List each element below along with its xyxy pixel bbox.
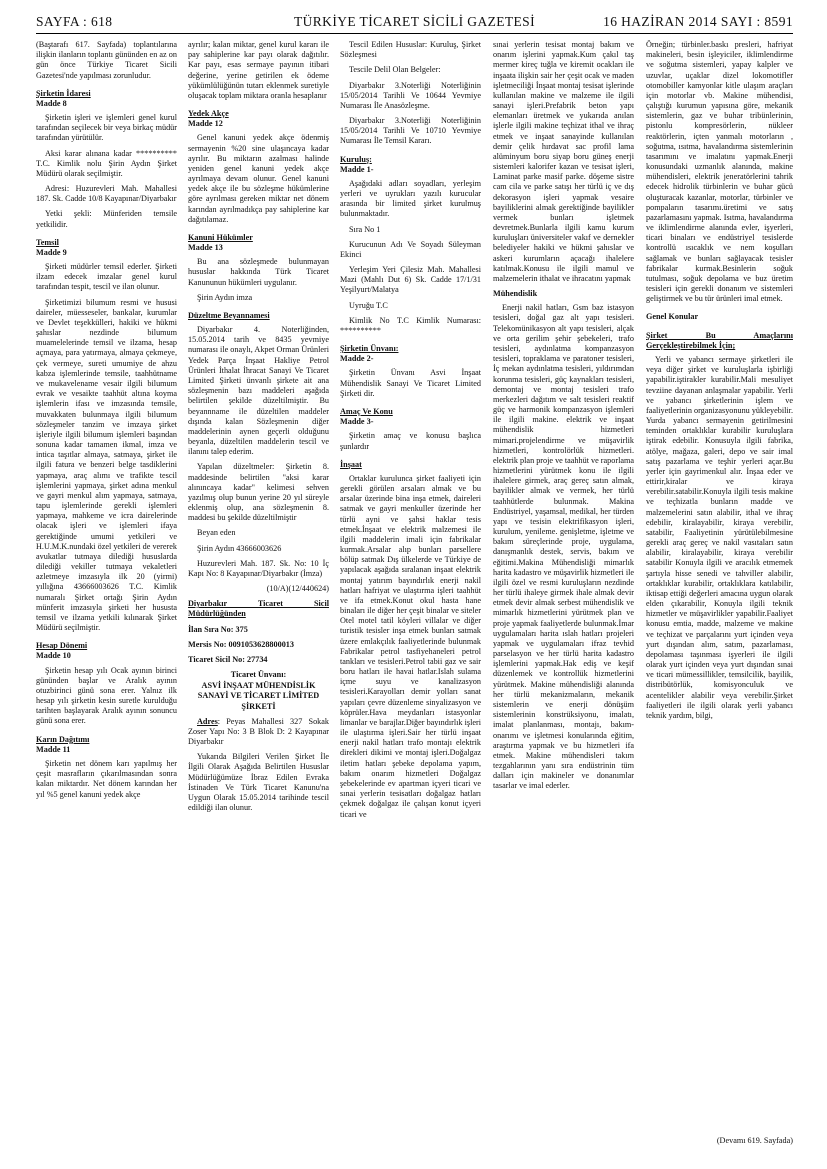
paragraph: Şirketin işleri ve işlemleri genel kurul tarafından seçilecek bir veya birkaç müdür tarafından yürütülür. [36, 113, 177, 143]
page-number: SAYFA : 618 [36, 14, 113, 29]
column-2 [188, 40, 329, 1145]
paragraph: Kimlik No T.C Kimlik Numarası: ********** [340, 315, 481, 335]
section-heading: Şirketin Ünvanı: Madde 2- [340, 344, 399, 364]
section-heading: Şirketin İdaresi Madde 8 [36, 88, 91, 108]
column-4 [493, 40, 634, 1145]
paragraph: Aksi karar alınana kadar ********** T.C. Kimlik nolu Şirin Aydın Şirket Müdürü olarak seçilmiştir. [36, 148, 177, 178]
paragraph: Genel kanuni yedek akçe ödenmiş sermayenin %20 sine ulaşıncaya kadar ayrılır. Bu miktarın azalması halinde yeniden genel kanuni yedek akçe ayrılmaya devam olunur. Genel kanuni yedek akçe ile bu sözleşme hükümlerine göre ayrılması gereken miktar net dönem karından ayrılmadıkça pay sahiplerine kar dağıtılamaz. [188, 133, 329, 224]
section-heading: Kanuni Hükümler Madde 13 [188, 232, 253, 253]
paragraph: ayrılır; kalan miktar, genel kurul kararı ile pay sahiplerine kar payı olarak dağıtılır. Kar payı, esas sermaye payının itibari değerine, yerine getirilen ek ödeme yükümlülüğünün tutarı eklenmek suretiyle oluşacak toplam miktara oranla hesaplanır [188, 40, 329, 100]
column-3 [340, 40, 481, 1145]
issue-date: 16 HAZİRAN 2014 SAYI : 8591 [603, 14, 793, 29]
section-heading: Yedek Akçe Madde 12 [188, 109, 229, 129]
paragraph: Sıra No 1 [349, 224, 381, 234]
paragraph: Kurucunun Adı Ve Soyadı Süleyman Ekinci [340, 239, 481, 259]
paragraph: Yapılan düzeltmeler: Şirketin 8. maddesinde belirtilen "aksi karar alınıncaya kadar" kelimesi sehven yazılmış olup bunun yerine 20 yıl süreyle eklenmiş olup, ana sözleşmenin 8. maddesi bu şekilde düzeltilmiştir [188, 462, 329, 523]
column-1 [36, 40, 177, 1145]
paragraph: Şirketi müdürler temsil ederler. Şirketi ilzam edecek imzalar genel kurul tarafından tespit, tescil ve ilan olunur. [36, 262, 177, 292]
section-heading: Temsil Madde 9 [36, 237, 67, 257]
paragraph: (Baştarafı 617. Sayfada) toplantılarına ilişkin ilanların toplantı gününden en az on gün önce Türkiye Ticaret Sicili Gazetesi'nde yapılması zorunludur. [36, 40, 177, 80]
registry-heading: Diyarbakır Ticaret Sicil Müdürlüğünden [188, 599, 329, 619]
paragraph: Beyan eden [197, 528, 236, 538]
paragraph: Tescil Edilen Hususlar: Kuruluş, Şirket Sözleşmesi [340, 40, 481, 60]
registry-line: Ticaret Sicil No: 27734 [188, 654, 268, 664]
paragraph: Uyruğu T.C [349, 300, 388, 310]
paragraph: Yerleşim Yeri Çilesiz Mah. Mahallesi Mazi (Mahlı Dut 6) Sk. Cadde 17/1/31 Yeşilyurt/Malatya [340, 265, 481, 295]
section-heading: Amaç Ve Konu Madde 3- [340, 406, 393, 427]
paragraph: Şirketin hesap yılı Ocak ayının birinci gününden başlar ve Aralık ayının otuzbirinci günü sona erer. Yalnız ilk hesap yılı şirketin kesin suretle kurulduğu tarihten başlayarak Aralık ayının sonuncu günü sona erer. [36, 665, 177, 726]
paragraph: Adresi: Huzurevleri Mah. Mahallesi 187. Sk. Cadde 10/8 Kayapınar/Diyarbakır [36, 184, 177, 204]
paragraph: Şirketin amaç ve konusu başlıca şunlardır [340, 431, 481, 451]
paragraph: Bu ana sözleşmede bulunmayan hususlar hakkında Türk Ticaret Kanununun hükümleri uygulanır. [188, 257, 329, 287]
section-heading: Hesap Dönemi Madde 10 [36, 641, 88, 661]
paragraph: Ortaklar kurulunca şirket faaliyeti için gerekli görülen arsaları almak ve bu arsalar üzerinde bina inşa etmek, daireleri satmak ve gayri menkuller üzerinde her türlü ayni ve şahsi haklar tesis etmek.İnşaat ve elektrik malzemesi ile ilgili maddelerin imali için fabrikalar kurmak.Arsalar alıp bunları parsellere bölüp satmak Dış ülkelerde ve Türkiye de yapılacak aşağıda sıralanan inşaat elektrik montaj yatırım bayındırlık enerji nakil hatları hafriyat ve ulaştırma işleri taahhüt ve ifa etmek.Konut okul hasta hane binaları ile diğer her çeşit binalar ve siteler Otel motel tatil köyleri villalar ve diğer turistik tesisler inşa etmek bunları satmak üzere emlakçılık faaliyetlerinde bulunmak Fabrikalar petrol tasfiyehaneleri petrol tankları ve tesisleri.Petrol tabii gaz ve sair boru hatları ile havai hatlar.Islah sulama içme suyu ve kanalizasyon tesisleri.Karayolları demir yolları sanat yapıları çevre düzenleme sinyalizasyon ve köprüler.Hava meydanları istasyonlar limanlar ve barajlar.Diğer bayındırlık işleri ile ulaştırma işleri.Sair her türlü inşaat enerji nakil hatları trafo montajı elektrik direkleri dikimi ve montaj işleri.Doğalgaz iletim hatları şebeke depolama yapım, bakım onarım hizmetleri Doğalgaz şebekelerinde ev apartman içyeri ticari ve sınai yerlerin tesisatları doğalgaz hatları çekmek doğalgaz ile çalışan konut içyeri ticari ve [340, 473, 481, 819]
trade-name-label: Ticaret Ünvanı: [230, 670, 287, 680]
continuation-note: (Devamı 619. Sayfada) [716, 1136, 793, 1145]
paragraph: Şirin Aydın 43666003626 [197, 543, 282, 553]
paragraph: Diyarbakır 3.Noterliği Noterliğinin 15/05/2014 Tarihli Ve 10644 Yevmiye Numarası İle Anasözleşme. [340, 80, 481, 110]
paragraph: sınai yerlerin tesisat montaj bakım ve onarım işlerini yapmak.Kum çakıl taş mermer kireç tuğla ve kiremit ocakları ile inşaata ilişkin sair her çeşit ocak ve maden işletmeciliği İnşaat montaj tesisat işlerinde kullanılan makine ve malzeme ile ilgili sanayi işleri.Prefabrik beton yapı elemanları üretmek ve yukarıda anılan işlerle ilgili makine teçhizat ithal ve ihraç etmek ve inşaat sanayinde kullanılan demir çelik hırdavat sac profil lama alüminyum boru siyap boru güneş enerji sistemleri kalorifer kazan ve tesisat işleri, Laminat parke masif parke. döşeme sistre cam cila ve parke satışı her türlü iç ve dış dekorasyon işleri yapmak vesaire bayiliklerini almak gerektiğinde bayilikler vermek bunları işletmek devretmek.Bunlarla ilgili kamu kurum kuruluşları üniversiteler vakıf ve dernekler belediyeler hakiki ve hükmi şahıslar ve askeri kurumların açacağı ihalelere katılmak.Konusu ile ilgili mamul ve malzemelerin ithalat ve ihracatını yapmak [493, 40, 634, 283]
section-heading: Genel Konular [646, 312, 699, 322]
section-heading: Kuruluş: Madde 1- [340, 154, 374, 174]
trade-name: ASVİ İNŞAAT MÜHENDİSLİK SANAYİ VE TİCARET LİMİTED ŞİRKETİ [197, 681, 320, 711]
section-heading: İnşaat [340, 459, 362, 469]
header-rule [36, 33, 793, 34]
section-heading: Şirket Bu Amaçlarını Gerçekleştirebilmek İçin; [646, 330, 793, 350]
paragraph: Şirketin Ünvanı Asvi İnşaat Mühendislik Sanayi Ve Ticaret Limited Şirketi dir. [340, 368, 481, 398]
paragraph: Huzurevleri Mah. 187. Sk. No: 10 İç Kapı No: 8 Kayapınar/Diyarbakır (İmza) [188, 558, 329, 578]
column-5 [646, 40, 793, 1145]
paragraph: Aşağıdaki adları soyadları, yerleşim yerleri ve uyrukları yazılı kurucular arasında bir limited şirket kurulmuş bulunmaktadır. [340, 178, 481, 219]
gazette-title: TÜRKİYE TİCARET SİCİLİ GAZETESİ [293, 14, 535, 29]
paragraph: Yetki şekli: Münferiden temsile yetkilidir. [36, 209, 177, 229]
registry-line: Mersis No: 0091053628800013 [188, 639, 294, 649]
reference-number: (10/A)(12/440624) [266, 584, 329, 594]
paragraph: Tescile Delil Olan Belgeler: [349, 65, 441, 75]
paragraph: Diyarbakır 4. Noterliğinden, 15.05.2014 tarih ve 8435 yevmiye numarası ile onaylı, Akpet Orman Ürünleri Yedek Parça İnşaat Hakliye Petrol Ürünleri İthalat İhracat Sanayi Ve Ticaret Limited Şirketi ünvanlı şirkete ait ana sözleşmenin bazı maddeleri aşağıda belirtilen şekilde düzeltilmiştir. Bu beyannname ile düzeltilen maddeler dışında kalan Sözleşmenin diğer maddelerinin aynen geçerli olduğunu beyanla, düzeltilen maddelerin tescil ve ilanını talep ederim. [188, 325, 329, 457]
section-heading: Düzeltme Beyannamesi [188, 310, 270, 320]
signature-line: Şirin Aydın imza [197, 292, 253, 302]
paragraph: Şirketin net dönem karı yapılmış her çeşit masrafların çıkarılmasından sonra kalan miktardır. Net dönem karından her yıl %5 genel kanuni yedek akçe [36, 759, 177, 799]
paragraph: Diyarbakır 3.Noterliği Noterliğinin 15/05/2014 Tarihli Ve 10710 Yevmiye Numarası İle Temsil Kararı. [340, 116, 481, 146]
paragraph: Örneğin; türbinler.baskı presleri, hafriyat makineleri, besin işleyiciler, iklimlendirme ve soğutma sistemleri, yapay kalpler ve uzuvlar, uçaklar dizel lokomotifler otomobiller kamyonlar kitle ulaşım araçları için motorlar vb. Makine mühendisi, çalıştığı kurumun yapısına göre, mekanik sistemlerin, gaz ve buhar tribünlerinin, pistonlu kompresörlerin, nükleer reaktörlerin, içten yanmalı motorların , soğutma, ısıtma, havalandırma sistemlerinin tasarımını ve imalatını yapmak.Enerji konusundaki uzmanlık alanında, makine mühendisleri, elektrik jeneratörlerini tahrik edecek hidrolik türbinlerin ve buhar gücü oluşturacak kazanlar, motorlar, türbinler ve pompaların tasarımı.üretimi ve satış pazarlamasını yapmak. Isıtma, havalandırma ve iklimlendirme alanında evler, işyerleri, ticari binaları ve endüstriyel tesislerde kontrollü ısıcaklık ve nem koşulları sağlamak ve bunları sağlayacak tesisler fabrikalar kurmak.Besinlerin soğuk tutulması, soğuk depolama ve buz üretim tesisleri için gerekli donanım ve sistemleri geliştirmek ve bu tür ürünleri imal etmek. [646, 40, 793, 304]
page-header [36, 12, 793, 34]
paragraph: Yukarıda Bilgileri Verilen Şirket İle İlgili Olarak Aşağıda Belirtilen Hususlar Müdürlüğümüze İbraz Edilen Evraka İstinaden Ve Türk Ticaret Kanunu'na Uygun Olarak 15.05.2014 tarihinde tescil edildiği ilan olunur. [188, 752, 329, 813]
section-heading: Mühendislik [493, 289, 538, 299]
paragraph: Yerli ve yabancı sermaye şirketleri ile veya diğer şirket ve kuruluşlarla işbirliği yapabilir.iştirakler kurabilir.Mali mesuliyet tevziine dayanan anlaşmalar yapabilir. Yerli ve yabancı şirketlerinin işlem ve faaliyetlerinin organizasyonunu yükleyebilir. Yurda yabancı sermayenin getirilmesini teminden ortaklıklar kurabilir kuruluşlara iştirak edebilir. Konusuyla ilgili fabrika, atölye, mağaza, galeri, depo ve sair imal satış pazarlama ve teşhir yerleri açar.Bu yerler için gayrimenkul alır. İnşaa eder ve ettirir,kiralar ve kiraya verebilir.satabilir.Konuyla ilgili tesis makine ve teçhizatla bunların madde ve malzemelerini satın alabilir, ithal ve ihraç edebilir, kiralayabilir, kiraya verebilir, satabilir, Faaliyetinin yürütülebilmesine gerekli araç gereç ve nakil vasıtaları satın alabilir, kiralayabilir, kiraya verebilir satabilir Konuyla ilgili ve aracılık etmemek şartıyla hisse senedi ve tahviller alabilir, ortaklıklar kurabilir, ortaklıklara katılabilir, iktisap ettiği değerleri amacına uygun olarak elden çıkarabilir, Konuyla ilgili teknik hizmetler ve müşavirlikler yapabilir.Faaliyet konusu emtia, madde, malzeme ve makine ve teçhizat ve parçalarını yurt içinden veya yurt dışından alım, satım, pazarlaması, depolaması taşınması işyerleri ile ilgili olarak yurt içinden veya yurt dışından sınai ve ticari mümessillikler, temsilcilik, bayilik, distribütörlük, komisyonculuk ve acentelikler alabilir veya verebilir.Şirket faaliyetleri ile ilgili olarak yerli yabancı teknik yardım, bilgi, [646, 354, 793, 720]
registry-line: İlan Sıra No: 375 [188, 624, 248, 634]
address: Adres: Peyas Mahallesi 327 Sokak Zoser Yapı No: 3 B Blok D: 2 Kayapınar Diyarbakır [188, 716, 329, 747]
section-heading: Karın Dağıtımı Madde 11 [36, 734, 90, 754]
paragraph: Şirketimizi bilumum resmi ve hususi daireler, müesseseler, bankalar, kurumlar ve Devlet teşekkülleri, hakiki ve hükmi şahıslar nezdinde bilumum muamelelerinde temsil ve ilzama, hesap açmaya, para yatırmaya, almaya çekmeye, çek vermeye, sureti umumiye de ahzu kabza işlemlerinde temsile, taahhütname ve mukavelename vesair ilgili bilumum evrak ve vesaikte taahhüt altına koyma işlemlerin ifası ve imzasında temsile, muvakkaten bulunmaya ilgili bilumum sözleşmeler tanzim ve imzaya şirket işleriyle ilgili bilumum işlemleri başından sonuna kadar tamamen ikmal, imza ve intica taşıtlar almaya, satmaya, şirket ile ilgili fatura ve benzeri belge tasdiklerini yapmaya, araç alımı ve trafikte tescil işlemlerini yapmaya, şirket adına menkul ve gayri menkul alım yapmaya, satmaya, tapu işlemlerinde gerekli işlemleri yapmaya, mahkeme ve icra dairelerinde olacak işleri ve işlemleri ifaya gerektiğinde umumi yetkileri ve H.U.M.K.nundaki özel yetkileri de vererek avukatlar tutmaya dilediği hususlarda dilediği vekiller tutmaya vekaletleri azletmeye imzasıyla ilk 20 (yirmi) yıllığına 43666003626 T.C. Kimlik numaralı Şirket ortağı Şirin Aydın münferit imzasıyla şirketi her hususta temsil ve ilzama yetkili kılınarak Şirket Müdürü seçilmiştir. [36, 297, 177, 633]
paragraph: Enerji nakil hatları, Gsm baz istasyon tesisleri, doğal gaz alt yapı tesisleri. Telekomünikasyon alt yapı tesisleri, alçak ve orta gerilim şehir şebekeleri, trafo tesisleri, aydınlatma kompanzasyon tesisleri, topraklama ve paratoner tesisleri, İç mekan aydınlatma tesisleri, yıldırımdan korunma tesisleri, güç kaynakları tesisleri, demontaj ve montaj tesisleri trafo merkezleri dağıtım ve salt tesisleri reaktif güç ve harmonik kompanzasyon işlemleri ile ilgili makine. elektrik ve inşaat mühendislik hizmetleri mimari.projelendirme ve müşavirlik hizmetleri, kontrolörlük hizmetleri. elektrik plan proje ve taahhüt ve raporlama hizmetlerini yürütmek konu ile ilgili ihalelere girmek, araç gereç satın almak, bayilikler almak ve vermek, her türlü taahhütlerde bulunmak. Makina Endüstriyel, yaşamsal, medikal, her türden yapı ve tesisin elektrifikasyon işleri, kurulum, yenileme. genişletme, işletme ve bakım süreçlerinde proje, uygulama, danışmanlık destek, servis, bakım ve eğitimi.Makina Mühendisliği mimarlık harita kadastro ve müşavirlik hizmetleri ile ilgili özel ve resmi kuruluşların nezdinde her türlü ihaleye girmek ihale almak devir etmek devir almak serbest mühendislik ve mimarlık hizmetlerini yürütmek plan ve proje yapmak faaliyetlerde bulunmak.İmar uygulamaları harita ıslah hatları projeleri yapmak ve uygulamaları ifraz tevhid parselasyon ve her türlü harita kadastro işlemlerini yapmak.Hak ediş ve keşif düzenlemek ve kontrollük hizmetlerini yürütmek. Makine mühendisliği alanında her türlü mekanizmaların, mekanik sistemlerin ve enerji dönüşüm sistemlerinin konstrüksiyonu, imalatı, imalat planlanması, montajı, bakım-onarımı ve işletmesi konularında eğitim, araştırma yapmak ve bu hizmetleri ifa etmek. Makine mühendisleri takım tezgahlarının yanı sıra endüstrinin tüm dalları için makineler ve donanımlar tasarlar ve imal ederler. [493, 303, 634, 791]
